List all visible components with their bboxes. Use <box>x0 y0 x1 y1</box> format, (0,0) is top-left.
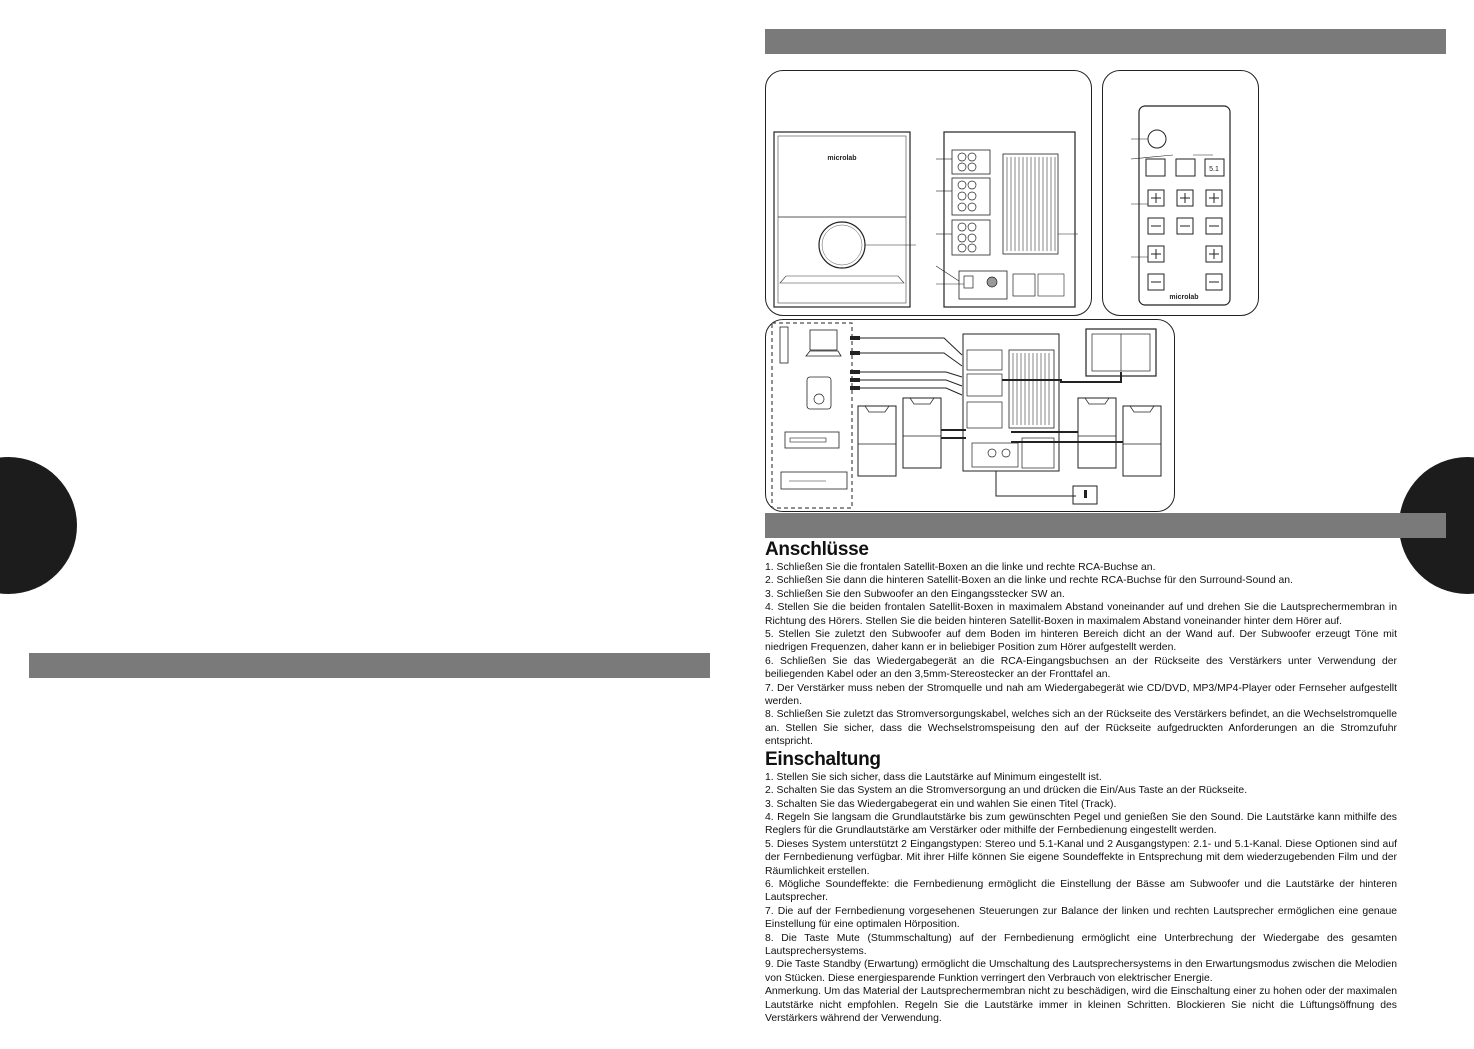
connections-heading: Anschlüsse <box>765 539 869 560</box>
connections-step: 3. Schließen Sie den Subwoofer an den Eingangsstecker SW an. <box>765 588 1065 600</box>
remote-illustration <box>1103 71 1258 315</box>
connections-step: 5. Stellen Sie zuletzt den Subwoofer auf dem Boden im hinteren Bereich dicht an der Wand auf. Der Subwoofer erzeugt Töne mit niedrigen Frequenzen, daher kann er in beliebiger Position zum Hörer aufgestellt werden. <box>765 629 1397 654</box>
connection-illustration <box>766 320 1174 511</box>
left-page-tab <box>0 457 77 594</box>
subwoofer-illustration <box>766 71 1091 315</box>
power-on-note: Anmerkung. Um das Material der Lautsprechermembran nicht zu beschädigen, wird die Einschaltung einer zu hohen oder der maximalen Lautstärke nicht empfohlen. Regeln Sie die Lautstärke immer in kleinen Schritten. Blockieren Sie nicht die Lüftungsöffnung des Verstärkers während der Verwendung. <box>765 986 1397 1024</box>
remote-brand: microlab <box>1169 294 1199 301</box>
power-on-step: 7. Die auf der Fernbedienung vorgesehenen Steuerungen zur Balance der linken und rechten Lautsprecher ermöglichen eine genaue Einstellung für eine optimalen Hörposition. <box>765 905 1397 931</box>
power-on-step: 1. Stellen Sie sich sicher, dass die Lautstärke auf Minimum eingestellt ist. <box>765 771 1102 783</box>
connections-step: 4. Stellen Sie die beiden frontalen Satellit-Boxen in maximalem Abstand voneinander auf und drehen Sie die Lautsprechermembran in Richtung des Hörers. Stellen Sie die beiden hinteren Satellit-Boxen in maximalem Abstand voneinander hinter dem Hörer auf. <box>765 602 1397 627</box>
connections-step: 7. Der Verstärker muss neben der Stromquelle und nah am Wiedergabegerät wie CD/DVD, MP3/MP4-Player oder Fernseher aufgestellt werden. <box>765 682 1397 708</box>
power-on-step: 9. Die Taste Standby (Erwartung) ermöglicht die Umschaltung des Lautsprechersystems in den Erwartungsmodus zwischen die Melodien von Stücken. Diese energiesparende Funktion verringert den Verbrauch von elektrischer Energie. <box>765 959 1397 984</box>
power-on-step: 5. Dieses System unterstützt 2 Eingangstypen: Stereo und 5.1-Kanal und 2 Ausgangstypen: 2.1- und 5.1-Kanal. Diese Optionen sind auf der Fernbedienung verfügbar. Mit ihrer Hilfe können Sie eigene Soundeffekte in Entsprechung mit dem wiederzugebenden Film und der Räumlichkeit erstellen. <box>765 838 1397 877</box>
power-on-step: 4. Regeln Sie langsam die Grundlautstärke bis zum gewünschten Pegel und genießen Sie den Sound. Die Lautstärke kann mithilfe des Reglers für die Grundlautstärke am Verstärker oder mithilfe der Fernbedienung eingestellt werden. <box>765 811 1397 837</box>
power-on-list <box>765 771 1397 1026</box>
right-mid-section-bar <box>765 513 1446 538</box>
power-on-step: 6. Mögliche Soundeffekte: die Fernbedienung ermöglicht die Einstellung der Bässe am Subwoofer und die Lautstärke der hinteren Lautsprecher. <box>765 878 1397 904</box>
right-top-section-bar <box>765 29 1446 54</box>
subwoofer-panel <box>765 70 1092 316</box>
left-section-bar <box>29 653 710 678</box>
remote-panel <box>1102 70 1259 316</box>
power-on-step: 8. Die Taste Mute (Stummschaltung) auf der Fernbedienung ermöglicht eine Unterbrechung der Wiedergabe des gesamten Lautsprechersystems. <box>765 932 1397 957</box>
power-on-step: 3. Schalten Sie das Wiedergabegerat ein und wahlen Sie einen Titel (Track). <box>765 798 1117 810</box>
connections-step: 2. Schließen Sie dann die hinteren Satellit-Boxen an die linke und rechte RCA-Buchse für den Surround-Sound an. <box>765 575 1293 587</box>
connections-step: 8. Schließen Sie zuletzt das Stromversorgungskabel, welches sich an der Rückseite des Verstärkers befindet, an die Wechselstromquelle an. Stellen Sie sicher, dass die Wechselstromspeisung den auf der Rückseite aufgedruckten Anforderungen an die Stromzufuhr entspricht. <box>765 709 1397 748</box>
connection-panel <box>765 319 1175 512</box>
connections-list <box>765 561 1397 749</box>
subwoofer-brand: microlab <box>827 155 857 162</box>
connections-step: 1. Schließen Sie die frontalen Satellit-Boxen an die linke und rechte RCA-Buchse an. <box>765 562 1156 573</box>
connections-step: 6. Schließen Sie das Wiedergabegerät an die RCA-Eingangsbuchsen an der Rückseite des Verstärkers unter Verwendung der beiliegenden Kabel oder an den 3,5mm-Stereostecker an der Fronttafel an. <box>765 655 1397 681</box>
instructions-text <box>765 539 1397 1025</box>
power-on-step: 2. Schalten Sie das System an die Stromversorgung an und drücken die Ein/Aus Taste an der Rückseite. <box>765 785 1248 797</box>
power-on-heading: Einschaltung <box>765 748 881 770</box>
remote-mode-label: 5.1 <box>1209 166 1219 173</box>
